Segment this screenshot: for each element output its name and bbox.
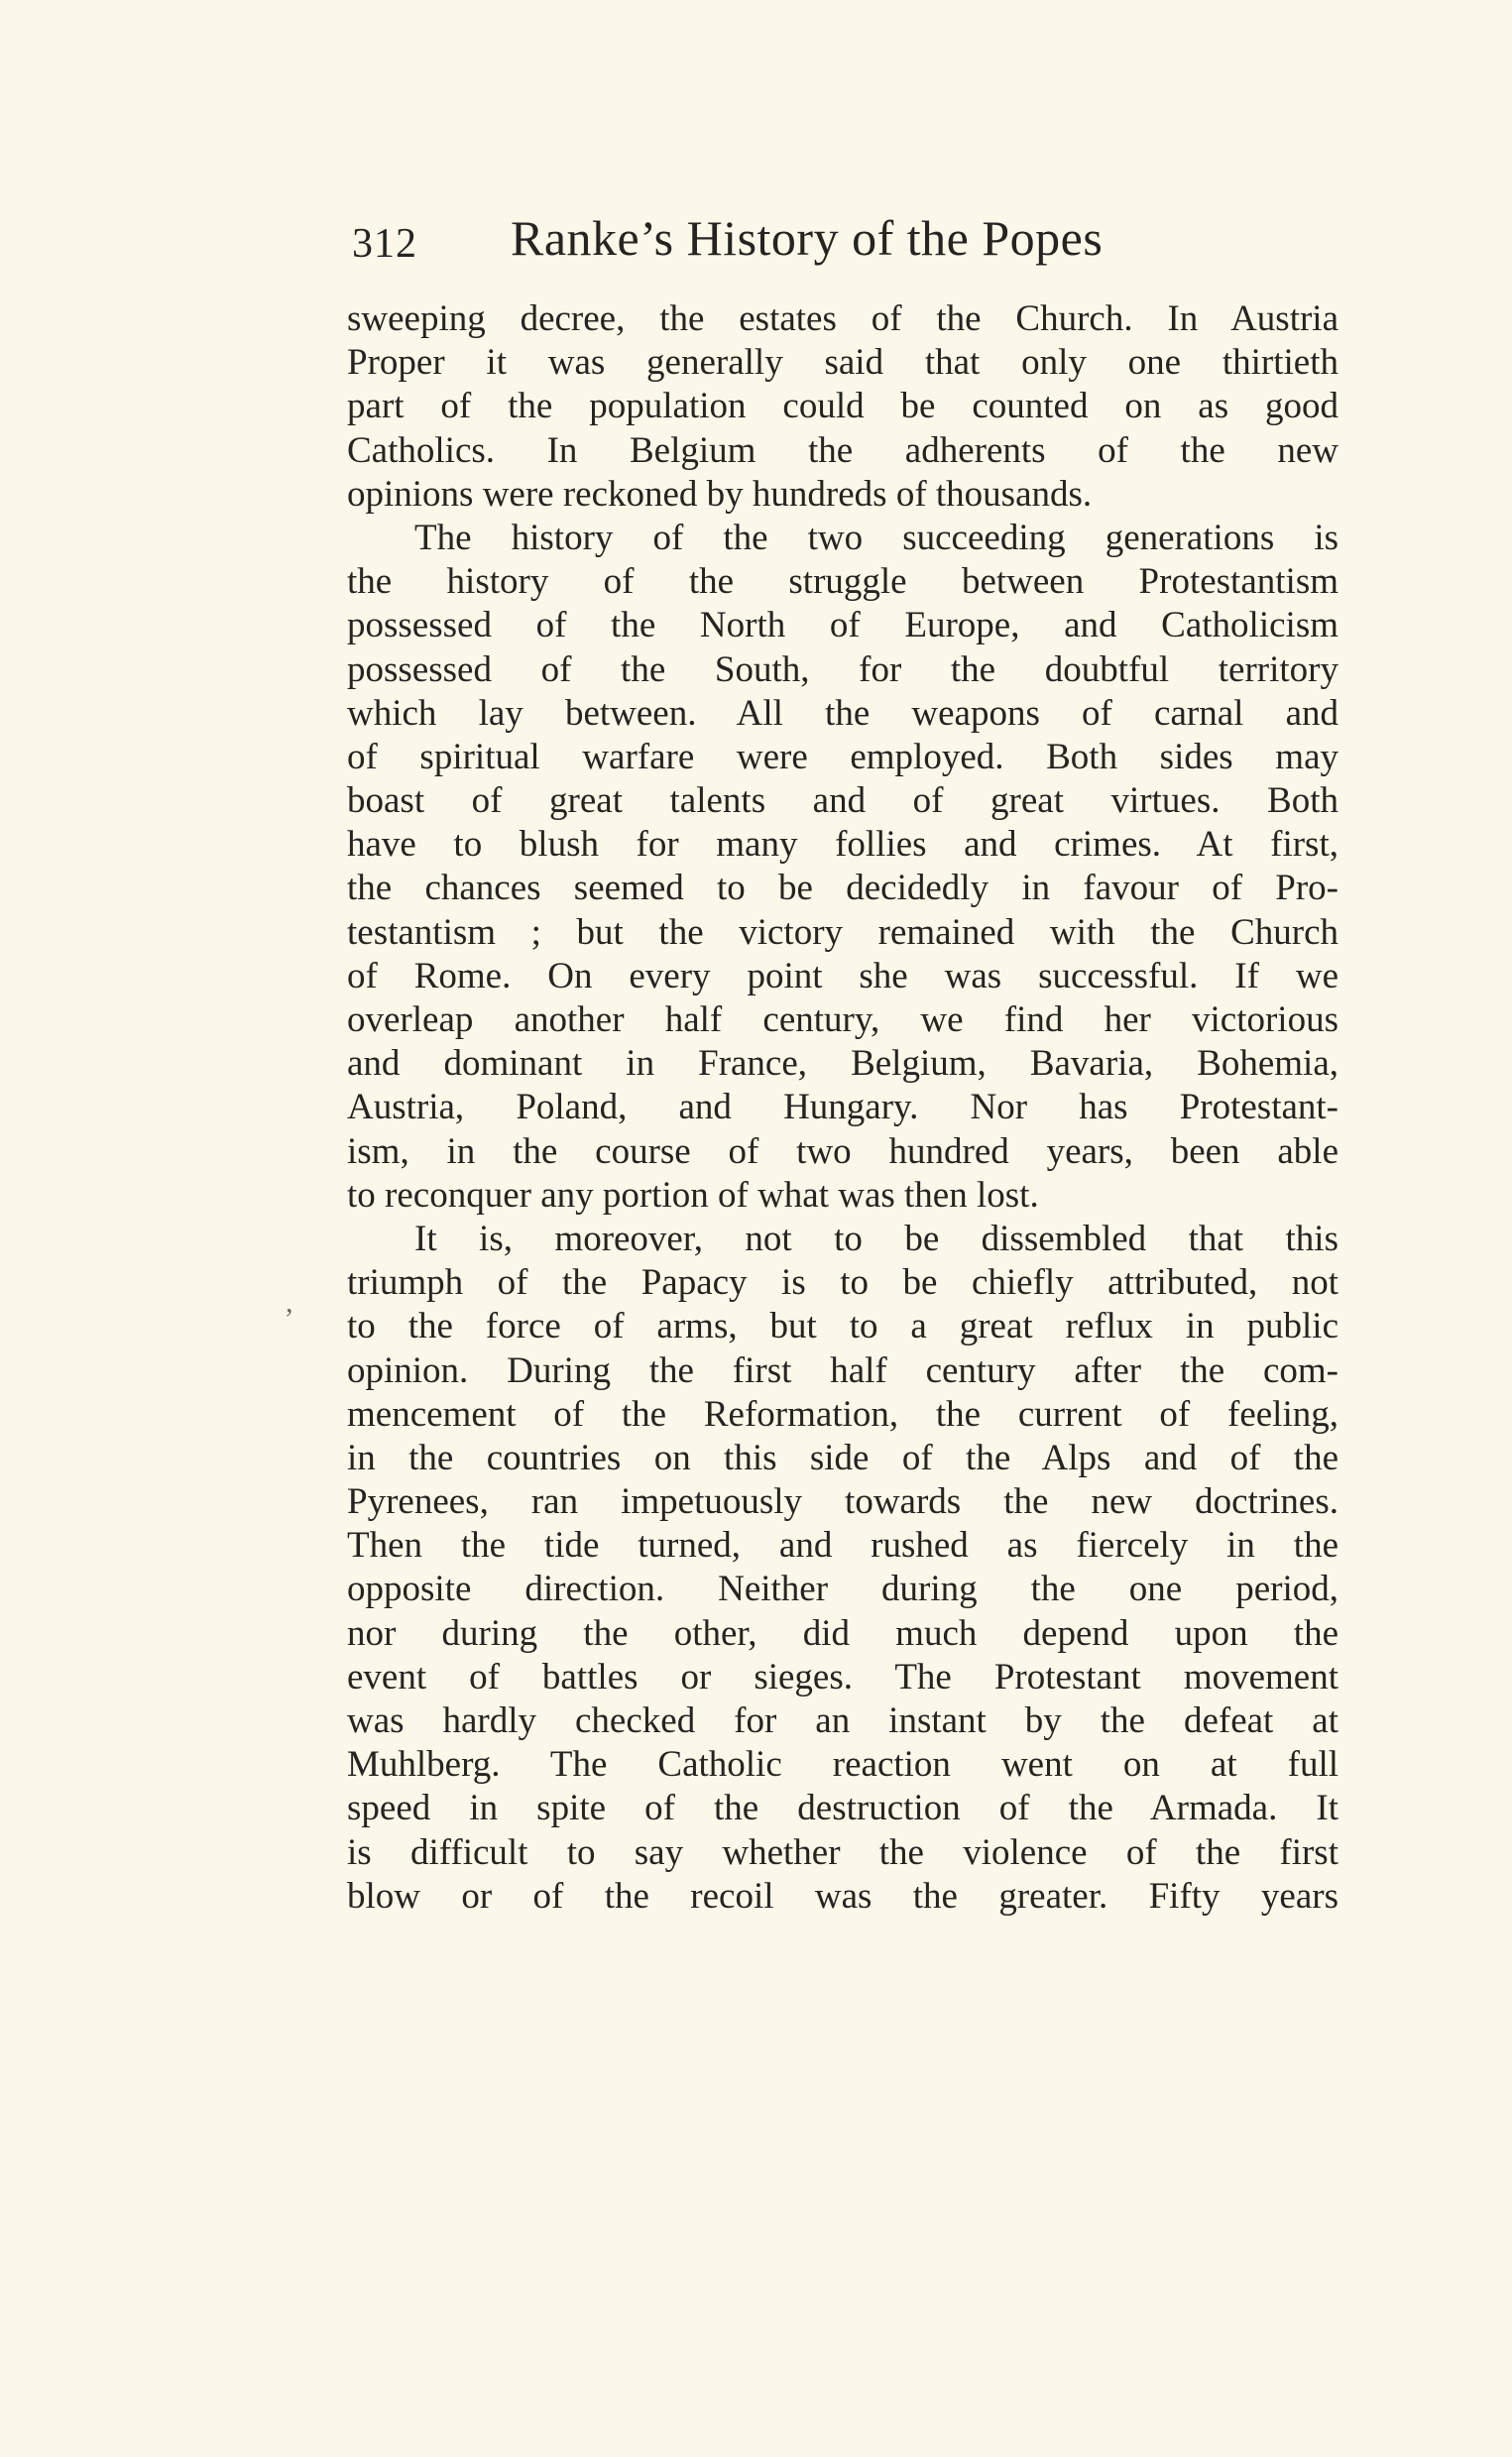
margin-mark: , [286,1286,293,1319]
paragraph-start-line: It is, moreover, not to be dissembled that this [414,1218,1338,1259]
body-text [347,297,1338,1919]
text-line: overleap another half century, we find her victorious [347,999,1338,1040]
running-title: Ranke’s History of the Popes [511,210,1104,266]
text-line: opinions were reckoned by hundreds of thousands. [347,473,1093,515]
text-line: ism, in the course of two hundred years, been able [347,1130,1338,1172]
text-line: opinion. During the first half century after the com- [347,1349,1338,1391]
text-line: in the countries on this side of the Alps and of the [347,1437,1338,1478]
text-line: is difficult to say whether the violence of the first [347,1831,1338,1873]
text-line: nor during the other, did much depend upon the [347,1612,1338,1654]
text-line: testantism ; but the victory remained with the Church [347,911,1338,953]
text-line: of Rome. On every point she was successful. If we [347,955,1338,996]
text-line: have to blush for many follies and crimes. At first, [347,824,1338,866]
paragraph-start-line: The history of the two succeeding generations is [414,517,1338,558]
text-line: Muhlberg. The Catholic reaction went on at full [347,1744,1338,1786]
text-line: blow or of the recoil was the greater. Fifty years [347,1875,1338,1917]
text-line: event of battles or sieges. The Protestant movement [347,1656,1338,1697]
text-line: possessed of the North of Europe, and Catholicism [347,605,1338,646]
text-line: Then the tide turned, and rushed as fiercely in the [347,1525,1338,1567]
text-line: possessed of the South, for the doubtful territory [347,648,1338,690]
text-line: boast of great talents and of great virtues. Both [347,780,1338,822]
text-line: of spiritual warfare were employed. Both sides may [347,736,1338,777]
text-line: was hardly checked for an instant by the defeat at [347,1700,1338,1741]
text-line: opposite direction. Neither during the one period, [347,1569,1338,1610]
text-line: speed in spite of the destruction of the Armada. It [347,1788,1338,1829]
text-line: Proper it was generally said that only one thirtieth [347,342,1338,384]
text-line: Pyrenees, ran impetuously towards the new doctrines. [347,1481,1338,1523]
text-line: part of the population could be counted on as good [347,386,1338,427]
page-number: 312 [352,221,417,267]
text-line: and dominant in France, Belgium, Bavaria, Bohemia, [347,1043,1338,1085]
text-line: to the force of arms, but to a great reflux in public [347,1306,1338,1347]
text-line: the chances seemed to be decidedly in favour of Pro- [347,868,1338,909]
text-line: the history of the struggle between Protestantism [347,561,1338,603]
page-header [352,208,1334,278]
text-line: triumph of the Papacy is to be chiefly attributed, not [347,1262,1338,1304]
text-line: mencement of the Reformation, the current of feeling, [347,1393,1338,1435]
text-line: Catholics. In Belgium the adherents of the new [347,429,1338,471]
text-line: sweeping decree, the estates of the Church. In Austria [347,298,1338,339]
text-line: to reconquer any portion of what was then lost. [347,1174,1039,1216]
text-line: which lay between. All the weapons of carnal and [347,692,1338,734]
text-line: Austria, Poland, and Hungary. Nor has Protestant- [347,1087,1338,1128]
